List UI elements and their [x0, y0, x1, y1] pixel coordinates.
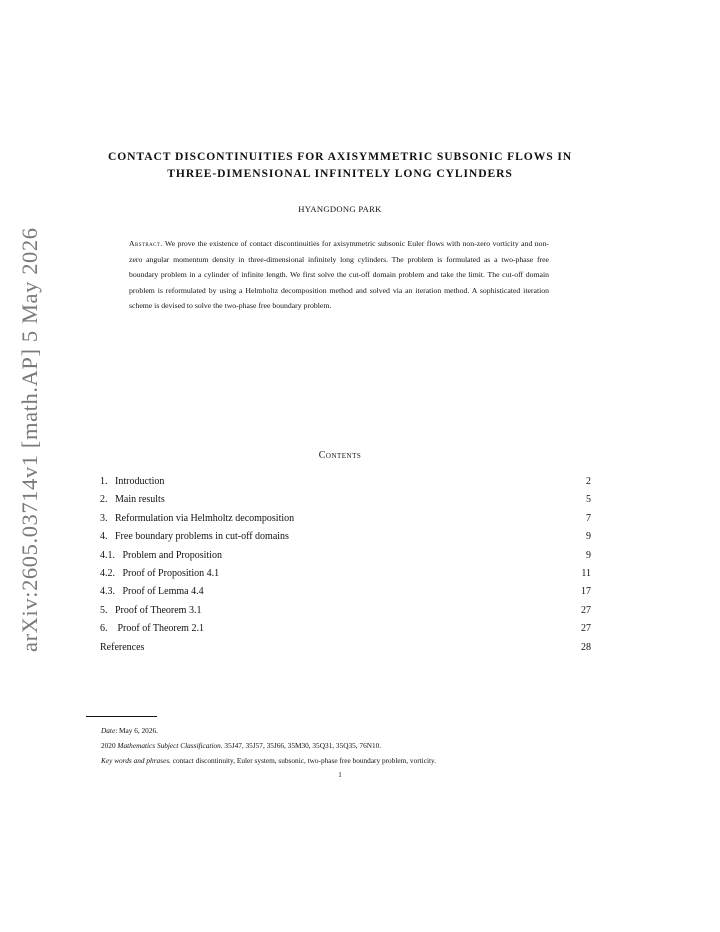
- toc-number: 4.1.: [100, 549, 115, 561]
- title-line-2: THREE-DIMENSIONAL INFINITELY LONG CYLINDERS: [167, 167, 513, 180]
- toc-number: 4.: [100, 531, 108, 543]
- toc-page: 11: [581, 567, 591, 579]
- paper-title: [60, 148, 620, 182]
- toc-title: Main results: [115, 494, 165, 506]
- toc-entry[interactable]: [100, 510, 591, 528]
- toc-entry[interactable]: [100, 602, 591, 620]
- abstract-label: Abstract.: [129, 239, 163, 248]
- arxiv-side-stamp: arXiv:2605.03714v1 [math.AP] 5 May 2026: [17, 227, 42, 652]
- toc-number: 3.: [100, 512, 108, 524]
- toc-page: 7: [586, 512, 591, 524]
- toc-number: 4.3.: [100, 586, 115, 598]
- footnote-rule: [86, 716, 157, 717]
- toc-page: 28: [581, 641, 591, 653]
- table-of-contents: [100, 473, 591, 657]
- toc-number: 2.: [100, 494, 108, 506]
- toc-number: 5.: [100, 604, 108, 616]
- toc-title: Free boundary problems in cut-off domains: [115, 531, 289, 543]
- footnote-msc: [101, 741, 601, 750]
- toc-title: Proof of Theorem 2.1: [117, 623, 204, 635]
- toc-entry[interactable]: [100, 639, 591, 657]
- abstract-text: We prove the existence of contact discontinuities for axisymmetric subsonic Euler flows with non-zero vorticity and non-zero angular momentum density in three-dimensional infinitely long cylinders. The problem is formulated as a two-phase free boundary problem in a cylinder of infinite length. We first solve the cut-off domain problem and take the limit. The cut-off domain problem is reformulated by using a Helmholtz decomposition method and solved via an iteration method. A sophisticated iteration scheme is devised to solve the two-phase free boundary problem.: [129, 239, 549, 310]
- page-number: 1: [338, 771, 342, 779]
- abstract: [129, 236, 549, 314]
- date-label: Date: [101, 726, 116, 735]
- toc-title: Reformulation via Helmholtz decomposition: [115, 512, 295, 524]
- toc-entry[interactable]: [100, 583, 591, 601]
- msc-prefix: 2020: [101, 741, 118, 750]
- keywords-value: contact discontinuity, Euler system, subsonic, two-phase free boundary problem, vorticity.: [170, 756, 436, 765]
- msc-value: 35J47, 35J57, 35J66, 35M30, 35Q31, 35Q35, 76N10.: [222, 741, 382, 750]
- toc-title: References: [100, 641, 145, 653]
- keywords-label: Key words and phrases.: [101, 756, 171, 765]
- toc-entry[interactable]: [100, 528, 591, 546]
- toc-entry[interactable]: [100, 547, 591, 565]
- toc-page: 27: [581, 623, 591, 635]
- toc-number: 1.: [100, 476, 108, 487]
- toc-page: 17: [581, 586, 591, 598]
- footnote-keywords: [101, 756, 601, 765]
- msc-label: Mathematics Subject Classification.: [117, 741, 223, 750]
- toc-entry[interactable]: [100, 620, 591, 638]
- footnote-date: [101, 726, 601, 735]
- toc-entry[interactable]: [100, 473, 591, 491]
- toc-entry[interactable]: [100, 565, 591, 583]
- toc-number: 4.2.: [100, 567, 115, 579]
- contents-heading: Contents: [318, 450, 362, 461]
- toc-title: Proof of Proposition 4.1: [122, 567, 220, 579]
- toc-title: Proof of Theorem 3.1: [115, 604, 202, 616]
- author: HYANGDONG PARK: [298, 204, 382, 214]
- toc-title: Proof of Lemma 4.4: [122, 586, 204, 598]
- date-value: : May 6, 2026.: [115, 726, 158, 735]
- title-line-1: CONTACT DISCONTINUITIES FOR AXISYMMETRIC SUBSONIC FLOWS IN: [107, 150, 573, 163]
- toc-page: 2: [586, 476, 591, 487]
- toc-page: 9: [586, 531, 591, 543]
- toc-page: 5: [586, 494, 591, 506]
- toc-title: Introduction: [115, 476, 165, 487]
- toc-number: 6.: [100, 623, 108, 635]
- toc-entry[interactable]: [100, 491, 591, 509]
- toc-page: 9: [586, 549, 591, 561]
- toc-title: Problem and Proposition: [122, 549, 222, 561]
- toc-page: 27: [581, 604, 591, 616]
